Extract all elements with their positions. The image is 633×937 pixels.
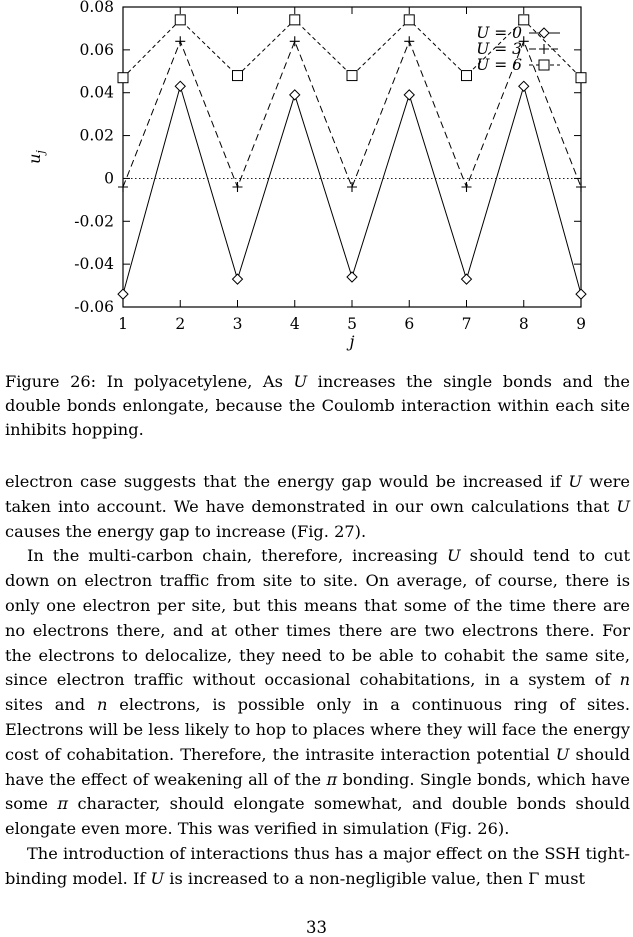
data-point-u-3 xyxy=(290,36,300,46)
data-point-u-3 xyxy=(233,182,243,192)
y-tick-label: 0.04 xyxy=(79,83,114,102)
x-tick-label: 2 xyxy=(175,315,186,333)
legend-label: U = 0 xyxy=(476,24,522,42)
data-point-u-6 xyxy=(118,73,128,83)
y-tick-label: 0 xyxy=(104,169,114,188)
paragraph: In the multi-carbon chain, therefore, increasing U should tend to cut down on electron traffic from site to site. On average, of course, there is only one electron per site, but this means that some of the time there are no electrons there, and at other times there are two electrons there. For the electrons to delocalize, they need to be able to cohabit the same site, since electron traffic without occasional cohabitations, in a system of n sites and n electrons, is possible only in a continuous ring of sites. Electrons will be less likely to hop to places where they will face the energy cost of cohabitation. Therefore, the intrasite interaction potential U should have the effect of weakening all of the π bonding. Single bonds, which have some π character, should elongate somewhat, and double bonds should elongate even more. This was verified in simulation (Fig. 26). xyxy=(5,546,630,839)
y-tick-label: -0.04 xyxy=(74,255,114,274)
data-point-u-6 xyxy=(462,71,472,81)
data-point-u-0 xyxy=(404,90,414,100)
data-point-u-6 xyxy=(347,71,357,81)
data-point-u-0 xyxy=(175,81,185,91)
data-point-u-0 xyxy=(290,90,300,100)
legend-label: U = 3 xyxy=(476,40,522,58)
legend-label: U = 6 xyxy=(476,56,522,74)
caption-label: Figure 26: xyxy=(5,372,97,391)
data-point-u-0 xyxy=(576,289,586,299)
data-point-u-0 xyxy=(462,274,472,284)
data-point-u-0 xyxy=(118,289,128,299)
page-number: 33 xyxy=(306,918,327,937)
figure-caption: Figure 26: In polyacetylene, As U increases the single bonds and the double bonds enlongate, because the Coulomb interaction within each site inhibits hopping. xyxy=(5,372,630,439)
y-tick-label: 0.08 xyxy=(79,0,114,16)
data-point-u-0 xyxy=(519,81,529,91)
y-axis-label: $u_j$ xyxy=(25,150,47,164)
x-tick-label: 1 xyxy=(118,315,128,333)
y-tick-label: -0.02 xyxy=(74,212,114,231)
y-tick-label: 0.02 xyxy=(79,126,114,145)
data-point-u-6 xyxy=(404,15,414,25)
x-tick-label: 5 xyxy=(347,315,357,333)
data-point-u-6 xyxy=(290,15,300,25)
paragraph: The introduction of interactions thus has a major effect on the SSH tight-binding model. If U is increased to a non-negligible value, then Γ must xyxy=(5,843,630,888)
data-point-u-0 xyxy=(233,274,243,284)
x-tick-label: 8 xyxy=(518,315,529,333)
legend-marker xyxy=(539,60,549,70)
bond-displacement-chart xyxy=(0,0,633,352)
data-point-u-3 xyxy=(175,36,185,46)
data-point-u-0 xyxy=(347,272,357,282)
data-point-u-3 xyxy=(118,182,128,192)
data-point-u-6 xyxy=(233,71,243,81)
x-tick-label: 4 xyxy=(289,315,300,333)
data-point-u-6 xyxy=(576,73,586,83)
paragraph: electron case suggests that the energy gap would be increased if U were taken into account. We have demonstrated in our own calculations that U causes the energy gap to increase (Fig. 27). xyxy=(5,472,630,541)
legend-marker xyxy=(539,44,549,54)
y-tick-label: 0.06 xyxy=(79,40,114,59)
data-point-u-3 xyxy=(576,182,586,192)
x-tick-label: 9 xyxy=(576,315,586,333)
y-tick-label: -0.06 xyxy=(74,298,114,316)
x-axis-label: j xyxy=(349,332,355,351)
x-tick-label: 3 xyxy=(232,315,243,333)
x-tick-label: 6 xyxy=(404,315,415,333)
data-point-u-3 xyxy=(347,182,357,192)
data-point-u-6 xyxy=(175,15,185,25)
body-text xyxy=(5,470,630,892)
x-tick-label: 7 xyxy=(461,315,472,333)
data-point-u-3 xyxy=(462,182,472,192)
data-point-u-3 xyxy=(404,36,414,46)
